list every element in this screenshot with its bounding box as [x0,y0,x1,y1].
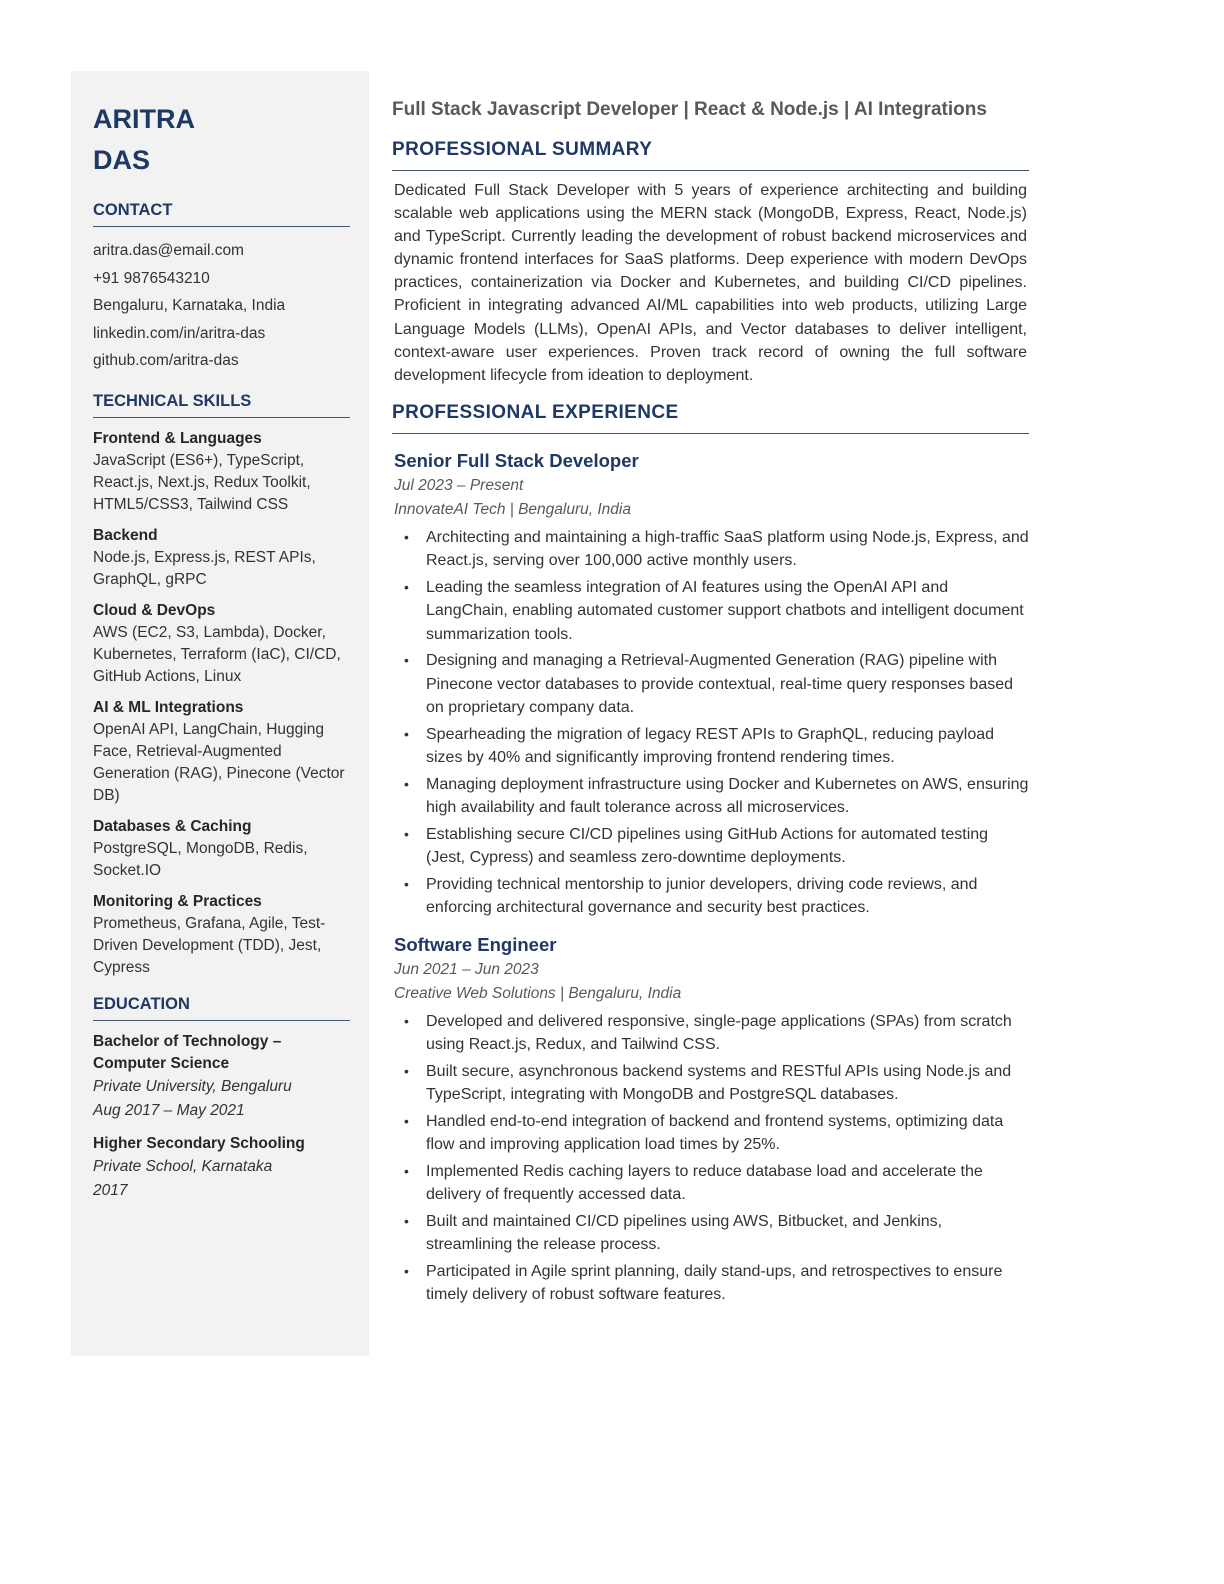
education-degree-field: Computer Science [93,1054,230,1072]
job-company: InnovateAI Tech | Bengaluru, India [394,500,631,518]
bullet-text: Designing and managing a Retrieval-Augmented Generation (RAG) pipeline with Pinecone vector databases to provide contextual, real-time query responses based on proprietary company data. [426,652,1014,717]
job-bullets [392,526,1029,920]
skill-items: AWS (EC2, S3, Lambda), Docker, Kubernetes, Terraform (IaC), CI/CD, GitHub Actions, Linux [93,623,341,685]
sidebar [71,71,369,1356]
contact-location: Bengaluru, Karnataka, India [93,297,286,314]
bullet-dot: • [404,1112,409,1129]
bullet-dot: • [404,652,409,669]
job-bullet [404,1110,1029,1157]
job-bullet [404,526,1029,573]
skill-group [93,525,350,591]
education-degree: Bachelor of Technology – [93,1032,282,1050]
skills-heading: TECHNICAL SKILLS [93,389,350,418]
bullet-text: Providing technical mentorship to junior developers, driving code reviews, and enforcing architectural governance and security best practices. [426,875,978,917]
job-entry [392,932,1029,1307]
headline: Full Stack Javascript Developer | React & Node.js | AI Integrations [392,99,987,120]
bullet-text: Architecting and maintaining a high-traffic SaaS platform using Node.js, Express, and React.js, serving over 100,000 active monthly users. [426,528,1029,570]
bullet-text: Leading the seamless integration of AI features using the OpenAI API and LangChain, enabling automated customer support chatbots and intelligent document summarization tools. [426,578,1024,643]
summary-text: Dedicated Full Stack Developer with 5 years of experience architecting and building scalable web applications using the MERN stack (MongoDB, Express, React, Node.js) and TypeScript. Currently leading the development of robust backend microservices and dynamic frontend interfaces for SaaS platforms. Deep experience with modern DevOps practices, containerization via Docker and Kubernetes, and building CI/CD pipelines. Proficient in integrating advanced AI/ML capabilities into web products, utilizing Large Language Models (LLMs), OpenAI APIs, and Vector databases to deliver intelligent, context-aware user experiences. Proven track record of owning the full software development lifecycle from ideation to deployment. [394,182,1027,384]
bullet-text: Implemented Redis caching layers to reduce database load and accelerate the delivery of frequently accessed data. [426,1162,983,1204]
skill-category: Cloud & DevOps [93,601,216,619]
skill-group [93,891,350,979]
main-content [392,96,1029,1310]
bullet-dot: • [404,1262,409,1279]
bullet-dot: • [404,1162,409,1179]
skill-category: Databases & Caching [93,817,252,835]
bullet-text: Developed and delivered responsive, single-page applications (SPAs) from scratch using React.js, Redux, and Tailwind CSS. [426,1012,1012,1054]
bullet-dot: • [404,1212,409,1229]
contact-github[interactable]: github.com/aritra-das [93,352,239,369]
job-bullet [404,1060,1029,1107]
skills-list [93,428,350,979]
job-company: Creative Web Solutions | Bengaluru, India [394,984,682,1002]
bullet-dot: • [404,725,409,742]
job-bullet [404,823,1029,870]
job-entry [392,448,1029,920]
job-bullet [404,773,1029,820]
bullet-text: Built and maintained CI/CD pipelines using AWS, Bitbucket, and Jenkins, streamlining the release process. [426,1212,943,1254]
job-dates: Jun 2021 – Jun 2023 [394,960,539,978]
name-last: DAS [93,145,151,175]
skill-category: AI & ML Integrations [93,698,244,716]
bullet-text: Managing deployment infrastructure using Docker and Kubernetes on AWS, ensuring high availability and fault tolerance across all microservices. [426,775,1029,817]
skill-group [93,600,350,688]
job-bullet [404,649,1029,720]
education-institution: Private School, Karnataka [93,1157,273,1175]
bullet-text: Establishing secure CI/CD pipelines using GitHub Actions for automated testing (Jest, Cypress) and seamless zero-downtime deployments. [426,825,989,867]
summary-heading: PROFESSIONAL SUMMARY [392,136,1029,171]
job-bullet [404,1260,1029,1307]
contact-heading: CONTACT [93,198,350,227]
skill-group [93,428,350,516]
skill-group [93,816,350,882]
skill-group [93,697,350,807]
bullet-dot: • [404,1012,409,1029]
skill-category: Frontend & Languages [93,429,262,447]
job-bullets [392,1010,1029,1307]
education-dates: 2017 [93,1181,128,1199]
bullet-dot: • [404,825,409,842]
job-bullet [404,1160,1029,1207]
bullet-text: Handled end-to-end integration of backend and frontend systems, optimizing data flow and improving application load times by 25%. [426,1112,1004,1154]
skill-items: Prometheus, Grafana, Agile, Test-Driven Development (TDD), Jest, Cypress [93,914,326,976]
job-bullet [404,1010,1029,1057]
bullet-text: Built secure, asynchronous backend systems and RESTful APIs using Node.js and TypeScript, integrating with MongoDB and PostgreSQL databases. [426,1062,1012,1104]
education-list [93,1031,350,1203]
skill-items: JavaScript (ES6+), TypeScript, React.js, Next.js, Redux Toolkit, HTML5/CSS3, Tailwind CSS [93,451,311,513]
education-institution: Private University, Bengaluru [93,1077,292,1095]
job-bullet [404,576,1029,647]
job-bullet [404,723,1029,770]
skill-category: Monitoring & Practices [93,892,262,910]
experience-heading: PROFESSIONAL EXPERIENCE [392,399,1029,434]
bullet-dot: • [404,1062,409,1079]
education-heading: EDUCATION [93,992,350,1021]
contact-phone: +91 9876543210 [93,269,210,287]
skill-items: OpenAI API, LangChain, Hugging Face, Retrieval-Augmented Generation (RAG), Pinecone (Vector DB) [93,720,345,804]
name-first: ARITRA [93,104,195,134]
bullet-dot: • [404,775,409,792]
job-dates: Jul 2023 – Present [394,476,524,494]
education-item [93,1031,350,1123]
bullet-dot: • [404,578,409,595]
bullet-text: Spearheading the migration of legacy REST APIs to GraphQL, reducing payload sizes by 40% and significantly improving frontend rendering times. [426,725,995,767]
education-dates: Aug 2017 – May 2021 [93,1101,245,1119]
education-degree: Higher Secondary Schooling [93,1134,305,1152]
education-item [93,1133,350,1203]
skill-category: Backend [93,526,158,544]
contact-list [93,237,350,375]
bullet-dot: • [404,875,409,892]
job-bullet [404,873,1029,920]
skill-items: Node.js, Express.js, REST APIs, GraphQL, gRPC [93,548,316,588]
skill-items: PostgreSQL, MongoDB, Redis, Socket.IO [93,839,308,879]
bullet-dot: • [404,528,409,545]
bullet-text: Participated in Agile sprint planning, daily stand-ups, and retrospectives to ensure timely delivery of robust software features. [426,1262,1003,1304]
contact-email[interactable]: aritra.das@email.com [93,242,244,259]
job-title: Senior Full Stack Developer [394,449,639,471]
contact-linkedin[interactable]: linkedin.com/in/aritra-das [93,324,266,342]
job-title: Software Engineer [394,933,557,955]
job-bullet [404,1210,1029,1257]
